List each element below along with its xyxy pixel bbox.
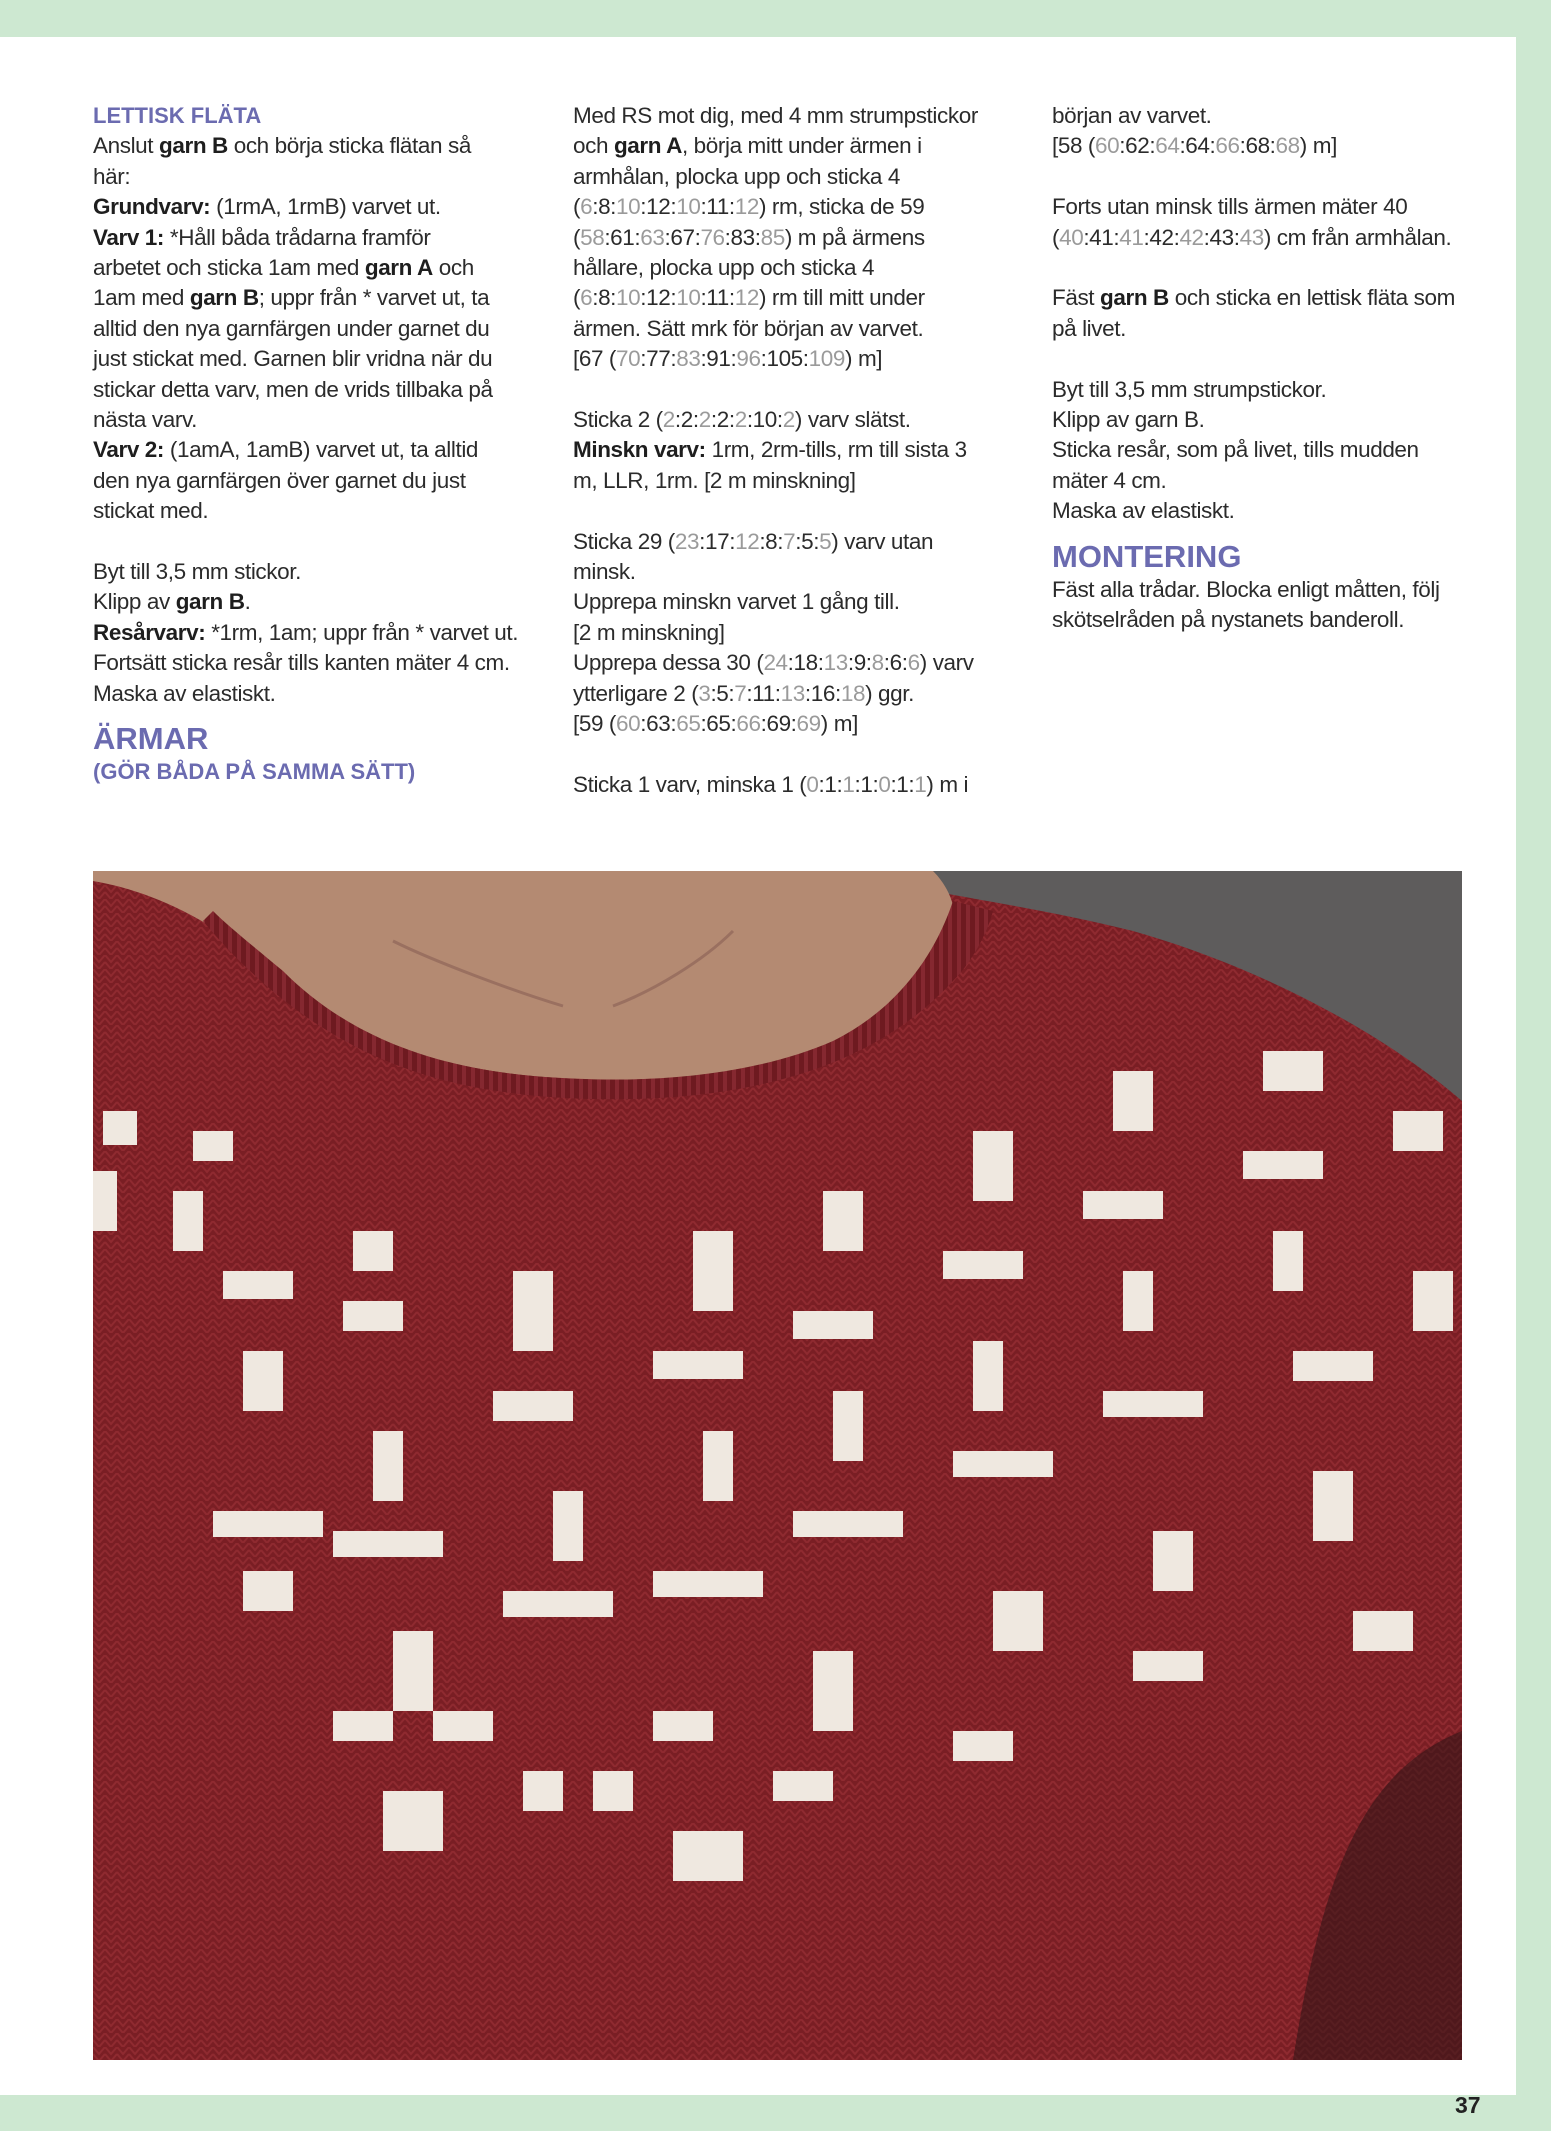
text-line: hållare, plocka upp och sticka 4 [573,255,875,281]
size-line: [59 (60:63:65:65:66:69:69) m] [573,711,858,737]
text-line: skötselråden på nystanets banderoll. [1052,607,1405,633]
section-heading-montering: MONTERING [1052,538,1242,574]
text-line: och garn A, börja mitt under ärmen i [573,133,922,159]
text-line: alltid den nya garnfärgen under garnet du [93,315,490,341]
text-line: Varv 2: (1amA, 1amB) varvet ut, ta alltid [93,437,479,463]
text-line: minsk. [573,559,636,585]
size-line: [58 (60:62:64:64:66:68:68) m] [1052,133,1337,159]
size-line: (58:61:63:67:76:83:85) m på ärmens [573,224,925,250]
size-line: ytterligare 2 (3:5:7:11:13:16:18) ggr. [573,680,914,706]
section-subheading: (GÖR BÅDA PÅ SAMMA SÄTT) [93,759,416,785]
sweater-photo [93,871,1462,2060]
text-line: Fäst alla trådar. Blocka enligt måtten, följ [1052,576,1440,602]
text-line: m, LLR, 1rm. [2 m minskning] [573,467,856,493]
text-line: den nya garnfärgen över garnet du just [93,467,466,493]
text-line: Upprepa minskn varvet 1 gång till. [573,589,900,615]
size-line: Sticka 29 (23:17:12:8:7:5:5) varv utan [573,528,934,554]
text-line: stickat med. [93,498,209,524]
page [0,37,1516,2118]
text-line: Sticka resår, som på livet, tills mudden [1052,437,1419,463]
column-3 [1052,101,1492,635]
text-line: arbetet och sticka 1am med garn A och [93,255,474,281]
text-line: mäter 4 cm. [1052,467,1167,493]
text-line: ärmen. Sätt mrk för början av varvet. [573,315,924,341]
text-line: Klipp av garn B. [93,589,251,615]
text-line: Varv 1: *Håll båda trådarna framför [93,224,431,250]
text-line: början av varvet. [1052,103,1212,128]
text-line: på livet. [1052,315,1126,341]
size-line: (6:8:10:12:10:11:12) rm, sticka de 59 [573,194,925,220]
size-line: [67 (70:77:83:91:96:105:109) m] [573,346,883,372]
text-line: här: [93,163,131,189]
text-line: Byt till 3,5 mm strumpstickor. [1052,376,1327,402]
text-line: Resårvarv: *1rm, 1am; uppr från * varvet ut. [93,619,519,645]
text-line: Klipp av garn B. [1052,407,1205,433]
size-line: Sticka 2 (2:2:2:2:2:10:2) varv slätst. [573,407,911,433]
section-heading-armar: ÄRMAR [93,721,209,757]
size-line: Upprepa dessa 30 (24:18:13:9:8:6:6) varv [573,650,974,676]
column-2 [573,101,1013,800]
text-line: Byt till 3,5 mm stickor. [93,559,301,585]
text-line: Fortsätt sticka resår tills kanten mäter 4 cm. [93,650,510,676]
text-line: Forts utan minsk tills ärmen mäter 40 [1052,194,1408,220]
text-line: 1am med garn B; uppr från * varvet ut, ta [93,285,490,311]
text-line: [2 m minskning] [573,619,725,645]
text-line: Minskn varv: 1rm, 2rm-tills, rm till sista 3 [573,437,967,463]
text-line: Med RS mot dig, med 4 mm strumpstickor [573,103,978,128]
text-line: Maska av elastiskt. [93,680,276,706]
text-line: Maska av elastiskt. [1052,498,1235,524]
text-line: Fäst garn B och sticka en lettisk fläta som [1052,285,1455,311]
size-line: (6:8:10:12:10:11:12) rm till mitt under [573,285,925,311]
sweater-illustration [93,871,1462,2060]
text-line: stickar detta varv, men de vrids tillbaka på [93,376,493,402]
subsection-heading: LETTISK FLÄTA [93,103,262,128]
size-line: Sticka 1 varv, minska 1 (0:1:1:1:0:1:1) m i [573,771,969,797]
column-1 [93,101,533,788]
size-line: (40:41:41:42:42:43:43) cm från armhålan. [1052,224,1452,250]
text-line: just stickat med. Garnen blir vridna när du [93,346,493,372]
text-line: nästa varv. [93,407,197,433]
text-line: armhålan, plocka upp och sticka 4 [573,163,900,189]
text-line: Grundvarv: (1rmA, 1rmB) varvet ut. [93,194,441,220]
page-number: 37 [1455,2092,1481,2118]
text-line: Anslut garn B och börja sticka flätan så [93,133,471,159]
